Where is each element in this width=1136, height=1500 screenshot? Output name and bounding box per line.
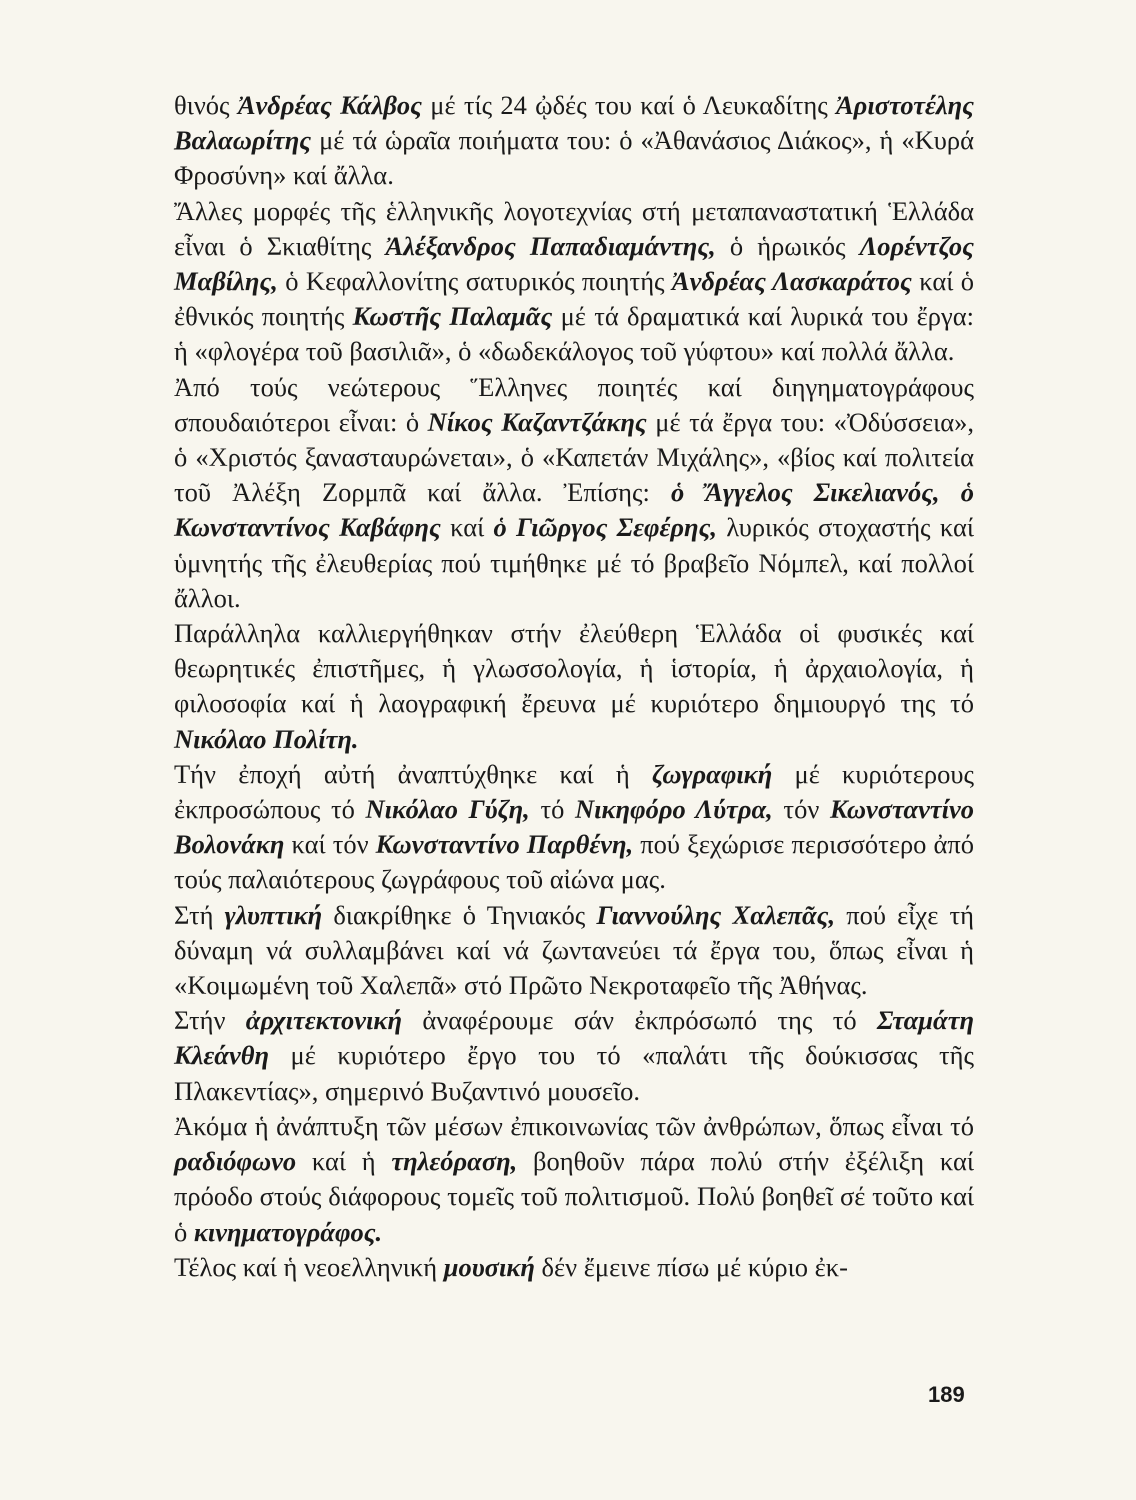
text-run: καί ἡ xyxy=(296,1146,392,1177)
text-run: Ἀκόμα ἡ ἀνάπτυξη τῶν μέσων ἐπικοινωνίας τῶν ἀνθρώπων, ὅπως εἶναι τό xyxy=(174,1110,974,1141)
emphasized-name: Κωστῆς Παλαμᾶς xyxy=(352,301,553,332)
emphasized-name: ζωγραφική xyxy=(651,758,773,789)
text-run: Τήν ἐποχή αὐτή ἀναπτύχθηκε καί ἡ xyxy=(174,758,652,789)
text-run: τό xyxy=(529,794,575,825)
emphasized-name: Ἀριστοτέλης Βαλαωρίτης xyxy=(174,90,974,156)
emphasized-name: Ἀνδρέας Λασκαράτος xyxy=(671,266,912,297)
emphasized-name: Σταμάτη Κλεάνθη xyxy=(174,1005,974,1071)
text-run: ἀναφέρουμε σάν ἐκπρόσωπό της τό xyxy=(402,1005,877,1036)
body-text xyxy=(174,88,974,1285)
text-run: Ἀπό τούς νεώτερους Ἕλληνες ποιητές καί διηγηματογράφους σπουδαιότεροι εἶναι: ὁ xyxy=(174,371,974,437)
emphasized-name: Νικόλαο Πολίτη. xyxy=(174,723,359,754)
emphasized-name: Νικηφόρο Λύτρα, xyxy=(575,794,773,825)
paragraph xyxy=(174,757,974,898)
text-run: καί xyxy=(440,512,494,543)
paragraph xyxy=(174,1250,974,1285)
text-run: Ἄλλες μορφές τῆς ἑλληνικῆς λογοτεχνίας στή μεταπαναστατική Ἑλλάδα εἶναι ὁ Σκιαθίτης xyxy=(174,195,974,261)
emphasized-name: τηλεόραση, xyxy=(391,1146,518,1177)
paragraph xyxy=(174,370,974,616)
paragraph xyxy=(174,88,974,194)
text-run: Στή xyxy=(174,899,225,930)
text-run: μέ τά ἔργα του: «Ὀδύσσεια», ὁ «Χριστός ξανασταυρώνεται», ὁ «Καπετάν Μιχάλης», «βίος καί πολιτεία τοῦ Ἀλέξη Ζορμπᾶ καί ἄλλα. Ἐπίσης: xyxy=(174,406,974,508)
text-run: μέ τά δραματικά καί λυρικά του ἔργα: ἡ «φλογέρα τοῦ βασιλιᾶ», ὁ «δωδεκάλογος τοῦ γύφτου» καί πολλά ἄλλα. xyxy=(174,301,974,367)
text-run: μέ κυριότερο ἔργο του τό «παλάτι τῆς δούκισσας τῆς Πλακεντίας», σημερινό Βυζαντινό μουσεῖο. xyxy=(174,1040,974,1106)
text-run: τόν xyxy=(772,794,830,825)
text-run: καί ὁ ἐθνικός ποιητής xyxy=(174,266,974,332)
text-run: μέ τίς 24 ᾠδές του καί ὁ Λευκαδίτης xyxy=(422,90,836,120)
text-run: πού ξεχώρισε περισσότερο ἀπό τούς παλαιότερους ζωγράφους τοῦ αἰώνα μας. xyxy=(174,829,975,895)
text-run: θινός xyxy=(174,90,238,120)
page-number: 189 xyxy=(928,1382,965,1407)
emphasized-name: Γιαννούλης Χαλεπᾶς, xyxy=(596,899,836,930)
text-run: βοηθοῦν πάρα πολύ στήν ἐξέλιξη καί πρόοδο στούς διάφορους τομεῖς τοῦ πολιτισμοῦ. Πολύ βοηθεῖ σέ τοῦτο καί ὁ xyxy=(174,1146,974,1247)
emphasized-name: Λορέντζος Μαβίλης, xyxy=(174,230,974,297)
emphasized-name: μουσική xyxy=(443,1251,535,1282)
emphasized-name: γλυπτική xyxy=(224,899,323,930)
text-run: Παράλληλα καλλιεργήθηκαν στήν ἐλεύθερη Ἑλλάδα οἱ φυσικές καί θεωρητικές ἐπιστῆμες, ἡ γλωσσολογία, ἡ ἱστορία, ἡ ἀρχαιολογία, ἡ φιλοσοφία καί ἡ λαογραφική ἔρευνα μέ κυριότερο δημιουργό της τό xyxy=(174,618,974,719)
emphasized-name: Κωνσταντίνο Παρθένη, xyxy=(375,829,634,860)
paragraph xyxy=(174,1003,974,1109)
paragraph xyxy=(174,194,974,370)
emphasized-name: ὁ Γιῶργος Σεφέρης, xyxy=(493,512,718,543)
emphasized-name: Νίκος Καζαντζάκης xyxy=(427,406,647,437)
text-run: πού εἶχε τή δύναμη νά συλλαμβάνει καί νά ζωντανεύει τά ἔργα του, ὅπως εἶναι ἡ «Κοιμωμένη τοῦ Χαλεπᾶ» στό Πρῶτο Νεκροταφεῖο τῆς Ἀθήνας. xyxy=(174,899,974,1001)
paragraph xyxy=(174,1109,974,1250)
text-run: Τέλος καί ἡ νεοελληνική xyxy=(174,1251,444,1282)
text-run: λυρικός στοχαστής καί ὑμνητής τῆς ἐλευθερίας πού τιμήθηκε μέ τό βραβεῖο Νόμπελ, καί πολλοί ἄλλοι. xyxy=(174,512,974,613)
text-run: ὁ ἡρωικός xyxy=(715,230,860,261)
emphasized-name: ὁ Ἄγγελος Σικελιανός, ὁ Κωνσταντίνος Καβάφης xyxy=(174,477,974,543)
text-run: Στήν xyxy=(174,1005,246,1036)
emphasized-name: Ἀλέξανδρος Παπαδιαμάντης, xyxy=(385,230,716,261)
text-run: καί τόν xyxy=(284,829,376,860)
text-run: μέ τά ὡραῖα ποιήματα του: ὁ «Ἀθανάσιος Διάκος», ἡ «Κυρά Φροσύνη» καί ἄλλα. xyxy=(174,125,974,191)
emphasized-name: Ἀνδρέας Κάλβος xyxy=(237,90,422,120)
text-run: ὁ Κεφαλλονίτης σατυρικός ποιητής xyxy=(277,266,672,297)
paragraph xyxy=(174,616,974,757)
text-run: δέν ἔμεινε πίσω μέ κύριο ἐκ- xyxy=(534,1251,848,1282)
paragraph xyxy=(174,898,974,1004)
text-run: διακρίθηκε ὁ Τηνιακός xyxy=(322,899,597,930)
emphasized-name: κινηματογράφος. xyxy=(193,1216,383,1247)
emphasized-name: Νικόλαο Γύζη, xyxy=(365,794,530,825)
emphasized-name: ἀρχιτεκτονική xyxy=(245,1005,402,1036)
emphasized-name: ραδιόφωνο xyxy=(174,1146,297,1177)
text-run: μέ κυριότερους ἐκπροσώπους τό xyxy=(174,758,974,825)
emphasized-name: Κωνσταντίνο Βολονάκη xyxy=(174,794,974,860)
